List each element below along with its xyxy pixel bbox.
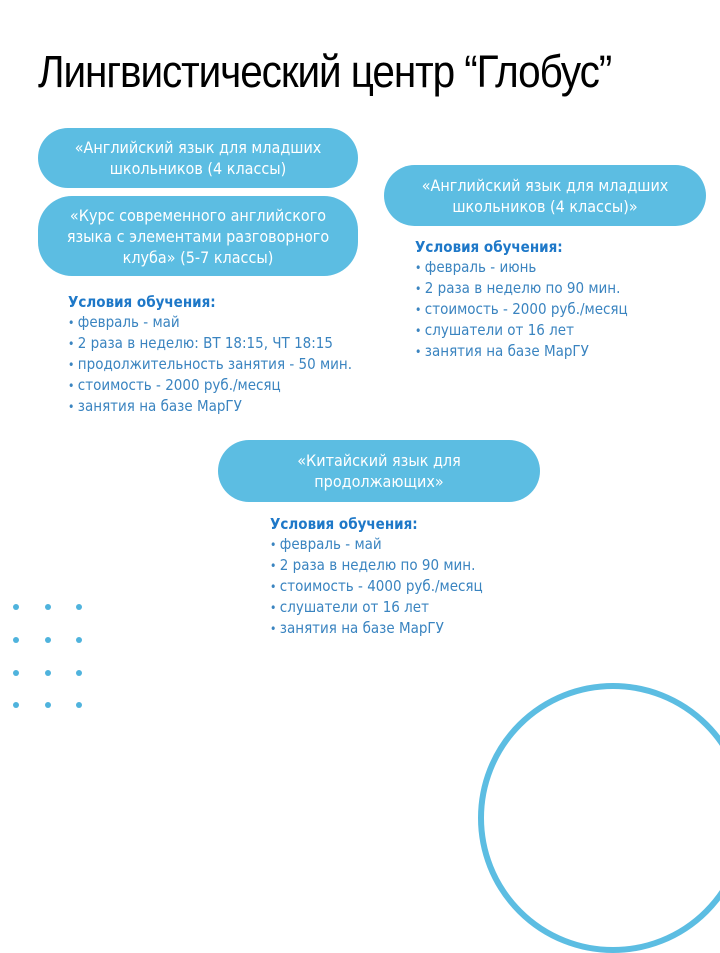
conditions-heading: Условия обучения: (270, 515, 418, 533)
condition-item: • занятия на базе МарГУ (270, 618, 483, 639)
condition-item: • слушатели от 16 лет (270, 597, 483, 618)
pill-line: «Китайский язык для (297, 451, 461, 470)
dot (13, 670, 19, 676)
dot (45, 604, 51, 610)
pill-line: продолжающих» (314, 472, 444, 491)
condition-item: • занятия на базе МарГУ (68, 396, 352, 417)
conditions-heading: Условия обучения: (68, 293, 216, 311)
pill-line: «Английский язык для младших (74, 138, 322, 157)
circle-arc-icon (478, 683, 720, 953)
dot (76, 702, 82, 708)
condition-item: • слушатели от 16 лет (415, 320, 628, 341)
course-modern-english-pill (38, 196, 358, 276)
dot-grid-icon (10, 600, 90, 710)
pill-line: «Английский язык для младших (421, 175, 669, 195)
dot (45, 670, 51, 676)
dot (45, 702, 51, 708)
condition-item: • февраль - май (68, 312, 352, 333)
dot (13, 637, 19, 643)
dot (13, 702, 19, 708)
course-modern-english-conditions (68, 292, 352, 417)
condition-item: • февраль - май (270, 534, 483, 555)
pill-line: «Курс современного английского (69, 205, 327, 225)
condition-item: • стоимость - 2000 руб./месяц (415, 299, 628, 320)
course-english-adult-pill (384, 165, 706, 226)
pill-line: школьников (4 классы) (109, 159, 287, 178)
dot (76, 670, 82, 676)
condition-item: • стоимость - 4000 руб./месяц (270, 576, 483, 597)
condition-item: • февраль - июнь (415, 257, 628, 278)
course-chinese-pill (218, 440, 540, 502)
pill-line: школьников (4 классы)» (452, 196, 638, 216)
dot (13, 604, 19, 610)
pill-line: языка с элементами разговорного (66, 226, 330, 246)
page-title: Лингвистический центр “Глобус” (38, 46, 612, 97)
course-english-adult-conditions (415, 237, 628, 362)
condition-item: • 2 раза в неделю по 90 мин. (415, 278, 628, 299)
dot (45, 637, 51, 643)
course-english-primary-pill (38, 128, 358, 188)
conditions-heading: Условия обучения: (415, 238, 563, 256)
condition-item: • продолжительность занятия - 50 мин. (68, 354, 352, 375)
course-chinese-conditions (270, 514, 483, 639)
condition-item: • стоимость - 2000 руб./месяц (68, 375, 352, 396)
dot (76, 637, 82, 643)
condition-item: • 2 раза в неделю: ВТ 18:15, ЧТ 18:15 (68, 333, 352, 354)
pill-line: клуба» (5-7 классы) (122, 247, 274, 267)
dot (76, 604, 82, 610)
condition-item: • занятия на базе МарГУ (415, 341, 628, 362)
condition-item: • 2 раза в неделю по 90 мин. (270, 555, 483, 576)
